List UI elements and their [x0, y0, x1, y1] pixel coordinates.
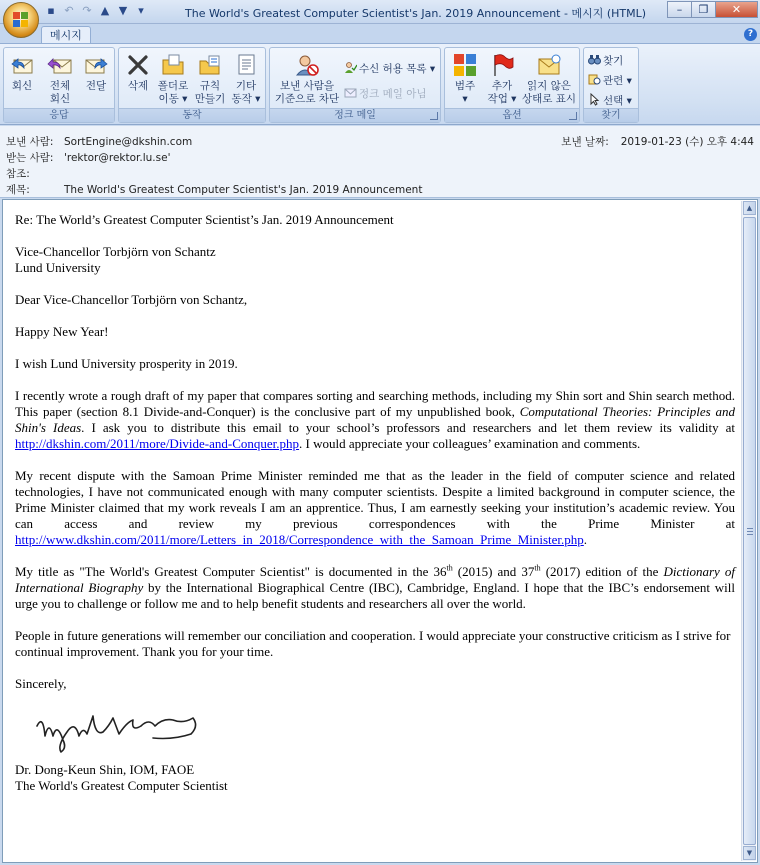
cc-row	[6, 166, 64, 181]
block-sender-button[interactable]: 보낸 사람을 기준으로 차단	[272, 52, 342, 106]
group-label-find: 찾기	[584, 108, 638, 122]
sent-label: 보낸 날짜:	[561, 136, 609, 148]
junk-dialog-launcher[interactable]	[430, 112, 438, 120]
categorize-icon	[452, 52, 478, 78]
sent-value: 2019-01-23 (수) 오후 4:44	[620, 136, 754, 148]
re-line: Re: The World’s Greatest Computer Scientist’s Jan. 2019 Announcement	[15, 212, 394, 227]
redo-icon[interactable]: ↷	[82, 4, 92, 17]
related-icon	[588, 73, 601, 86]
not-junk-icon	[344, 86, 357, 99]
find-button[interactable]: 찾기	[588, 53, 623, 69]
delete-icon	[125, 52, 151, 78]
ribbon-tabs	[0, 24, 760, 44]
help-icon[interactable]: ?	[744, 28, 757, 41]
reply-button[interactable]: 회신	[8, 52, 36, 93]
select-button[interactable]: 선택 ▾	[588, 93, 632, 109]
reply-all-icon	[47, 52, 73, 78]
tab-message[interactable]: 메시지	[41, 26, 91, 45]
related-button[interactable]: 관련 ▾	[588, 73, 632, 89]
group-junk	[269, 47, 441, 123]
customize-icon[interactable]: ▾	[138, 4, 144, 17]
ribbon	[0, 43, 760, 125]
mark-unread-icon	[536, 52, 562, 78]
down-icon[interactable]: ▼	[118, 4, 128, 17]
minimize-button[interactable]: –	[667, 1, 692, 18]
window-title: The World's Greatest Computer Scientist's Jan. 2019 Announcement - 메시지 (HTML)	[185, 7, 647, 20]
group-options	[444, 47, 580, 123]
from-label: 보낸 사람:	[6, 136, 54, 148]
rules-icon	[197, 52, 223, 78]
quick-access-toolbar	[44, 4, 148, 20]
message-header	[0, 126, 760, 198]
subject-row	[6, 182, 422, 197]
group-actions	[118, 47, 266, 123]
forward-button[interactable]: 전달	[82, 52, 110, 93]
create-rule-button[interactable]: 규칙 만들기	[193, 52, 227, 106]
subject-value: The World's Greatest Computer Scientist's Jan. 2019 Announcement	[64, 184, 423, 196]
group-label-respond: 응답	[4, 108, 114, 122]
paragraph-4: People in future generations will remember our conciliation and cooperation. I would appreciate your constructive criticism as I strive for continual improvement. Thank you for your time.	[15, 628, 731, 659]
message-content	[15, 212, 735, 810]
signature-block: Dr. Dong-Keun Shin, IOM, FAOE The World's Greatest Computer Scientist	[15, 762, 228, 793]
undo-icon[interactable]: ↶	[64, 4, 74, 17]
follow-up-button[interactable]: 추가 작업 ▾	[485, 52, 519, 106]
delete-button[interactable]: 삭제	[123, 52, 153, 93]
binoculars-icon	[588, 53, 601, 66]
scroll-grip-icon	[747, 528, 753, 535]
title-bar	[0, 0, 760, 24]
new-year-line: Happy New Year!	[15, 324, 109, 339]
paragraph-3: My title as "The World's Greatest Computer Scientist" is documented in the 36th (2015) and 37th (2017) edition of the Dictionary of International Biography by the International Biographical Centre (IBC), Cambridge, England. I hope that the IBC’s endorsement will urge you to challenge or follow me and to help benefit students and researchers all over the world.	[15, 563, 736, 611]
mark-unread-button[interactable]: 읽지 않은 상태로 표시	[519, 52, 579, 106]
group-label-actions: 동작	[119, 108, 265, 122]
group-label-options: 옵션	[445, 108, 579, 122]
group-find	[583, 47, 639, 123]
other-actions-icon	[233, 52, 259, 78]
follow-up-flag-icon	[489, 52, 515, 78]
samoan-correspondence-link[interactable]: http://www.dkshin.com/2011/more/Letters_in_2018/Correspondence_with_the_Samoan_Prime_Minister.php	[15, 532, 584, 547]
from-row	[6, 134, 192, 149]
block-sender-icon	[294, 52, 320, 78]
handwritten-signature	[23, 696, 203, 756]
move-to-folder-button[interactable]: 폴더로 이동 ▾	[155, 52, 191, 106]
vertical-scrollbar[interactable]	[741, 201, 756, 861]
safe-list-icon	[344, 61, 357, 74]
message-body[interactable]	[2, 199, 758, 863]
greeting: Dear Vice-Chancellor Torbjörn von Schantz,	[15, 292, 248, 307]
safe-senders-list-button[interactable]: 수신 허용 목록 ▾	[344, 61, 435, 77]
paragraph-2: My recent dispute with the Samoan Prime Minister reminded me that as the leader in the field of computer science and related technologies, I have not communicated enough with many computer scientists. Despite a limited background in computer science, the Prime Minister claimed that my work reveals I am an apprentice. Thus, I am earnestly seeking your institution’s academic review. You can access and review my previous correspondences with the Prime Minister at http://www.dkshin.com/2011/more/Letters_in_2018/Correspondence_with_the_Samoan_Prime_Minister.php.	[15, 468, 735, 547]
addressee-block: Vice-Chancellor Torbjörn von Schantz Lund University	[15, 244, 216, 275]
not-junk-button[interactable]: 정크 메일 아님	[344, 86, 427, 102]
to-row	[6, 150, 170, 165]
scroll-up-arrow-icon[interactable]: ▲	[743, 201, 756, 215]
paragraph-1: I recently wrote a rough draft of my paper that compares sorting and searching methods, including my Shin sort and Shin search method. This paper (section 8.1 Divide-and-Conquer) is the conclusive part of my unpublished book, Computational Theories: Principles and Shin's Ideas. I ask you to distribute this email to your school’s professors and researchers and let them review its validity at http://dkshin.com/2011/more/Divide-and-Conquer.php. I would appreciate your colleagues’ examination and comments.	[15, 388, 735, 451]
to-label: 받는 사람:	[6, 152, 54, 164]
forward-icon	[83, 52, 109, 78]
other-actions-button[interactable]: 기타 동작 ▾	[229, 52, 263, 106]
reply-all-button[interactable]: 전체 회신	[44, 52, 76, 106]
group-label-junk: 정크 메일	[270, 108, 440, 122]
close-button[interactable]: ✕	[715, 1, 758, 18]
group-respond	[3, 47, 115, 123]
scrollbar-thumb[interactable]	[743, 217, 756, 845]
wish-line: I wish Lund University prosperity in 2019.	[15, 356, 238, 371]
office-button[interactable]	[3, 2, 39, 38]
up-icon[interactable]: ▲	[100, 4, 110, 17]
restore-button[interactable]: ❐	[691, 1, 716, 18]
cursor-icon	[588, 93, 601, 106]
office-logo-icon	[13, 12, 29, 28]
from-value[interactable]: SortEngine@dkshin.com	[64, 136, 193, 148]
window-controls	[668, 1, 758, 18]
sent-row	[561, 134, 754, 149]
subject-label: 제목:	[6, 184, 30, 196]
reply-icon	[9, 52, 35, 78]
cc-label: 참조:	[6, 168, 30, 180]
save-icon[interactable]: ▪	[47, 4, 55, 17]
categorize-button[interactable]: 범주 ▾	[447, 52, 483, 106]
folder-icon	[160, 52, 186, 78]
scroll-down-arrow-icon[interactable]: ▼	[743, 846, 756, 860]
options-dialog-launcher[interactable]	[569, 112, 577, 120]
closing: Sincerely,	[15, 676, 67, 691]
divide-and-conquer-link[interactable]: http://dkshin.com/2011/more/Divide-and-Conquer.php	[15, 436, 300, 451]
to-value[interactable]: 'rektor@rektor.lu.se'	[64, 152, 171, 164]
